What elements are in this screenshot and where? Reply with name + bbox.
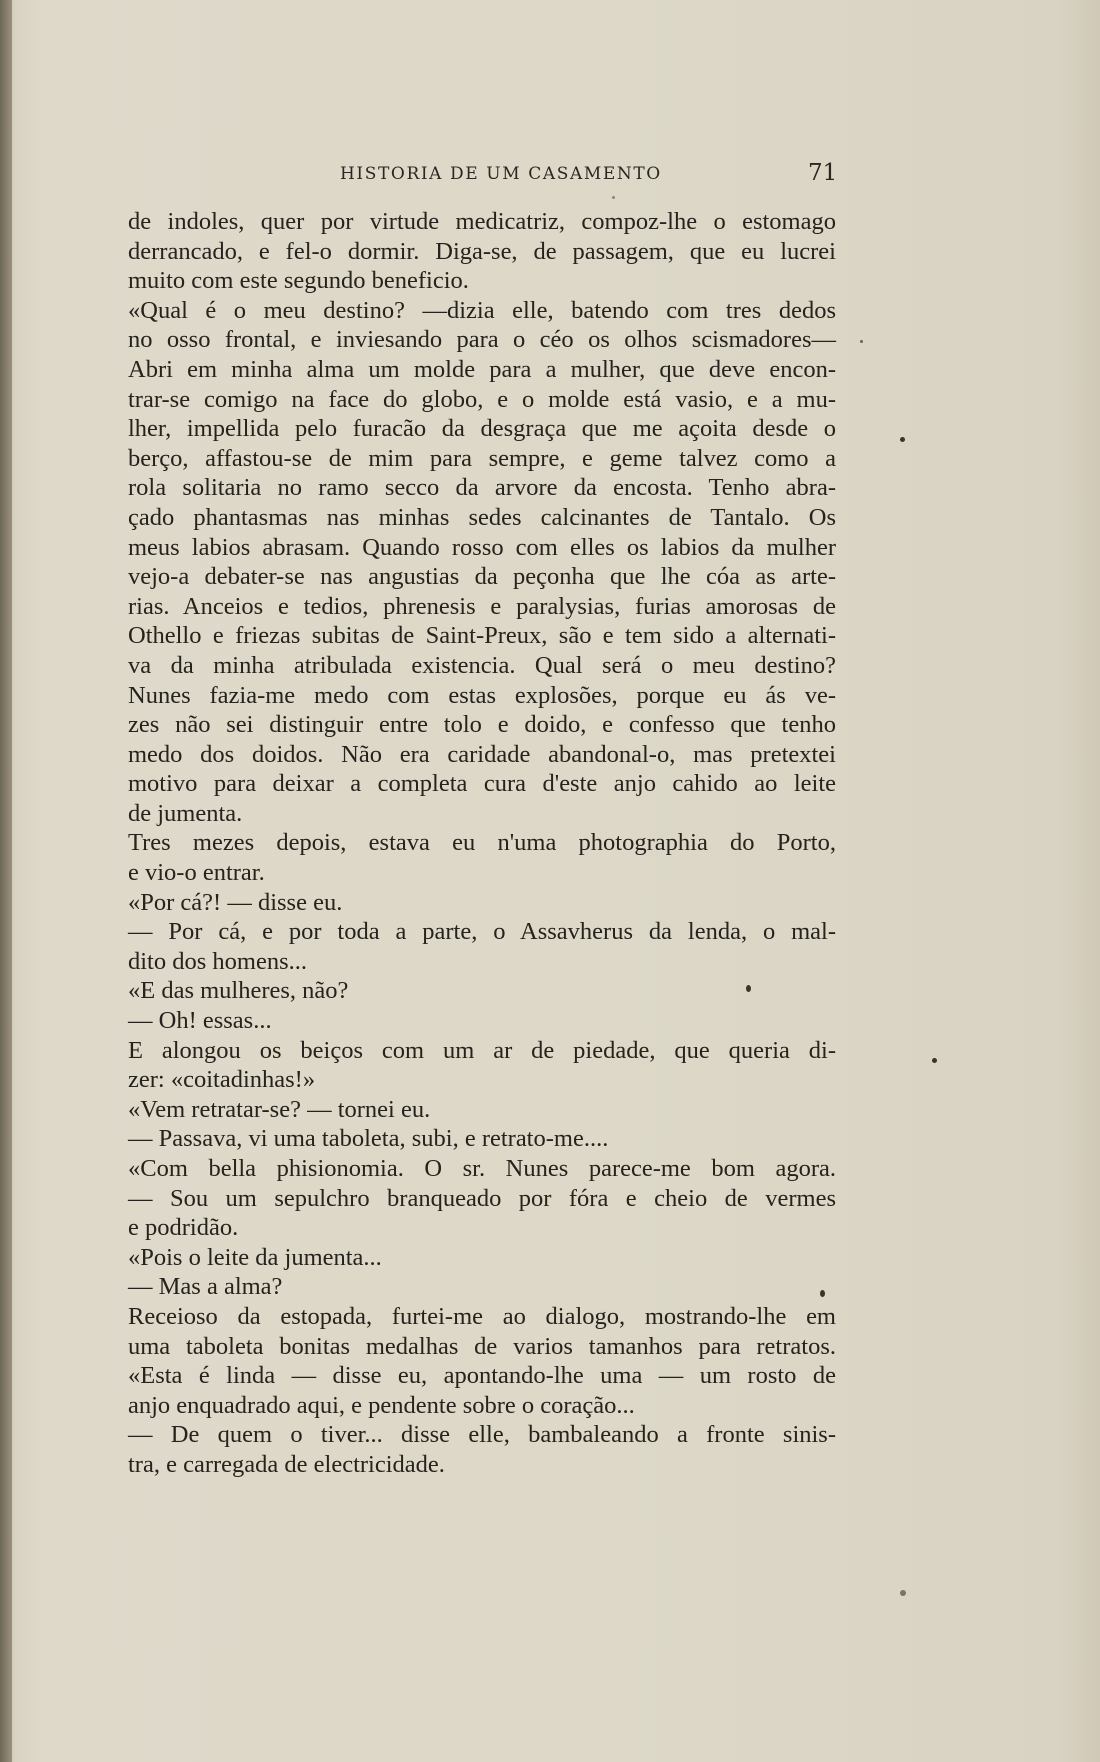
- text-line: «Vem retratar-se? — tornei eu.: [128, 1095, 431, 1123]
- foxing-speck: [746, 985, 751, 992]
- text-line: medo dos doidos. Não era caridade abandonal-o, mas pretextei: [128, 740, 836, 768]
- foxing-speck: [860, 340, 863, 343]
- text-line: de indoles, quer por virtude medicatriz, compoz-lhe o estomago: [128, 208, 836, 235]
- foxing-speck: [900, 437, 905, 442]
- text-line: trar-se comigo na face do globo, e o molde está vasio, e a mu-: [128, 385, 836, 413]
- text-line: no osso frontal, e inviesando para o céo os olhos scismadores—: [128, 326, 836, 354]
- text-line: Tres mezes depois, estava eu n'uma photographia do Porto,: [128, 829, 836, 857]
- text-line: vejo-a debater-se nas angustias da peçonha que lhe cóa as arte-: [128, 563, 836, 591]
- text-line: — De quem o tiver... disse elle, bambaleando a fronte sinis-: [128, 1421, 836, 1449]
- text-line: rias. Anceios e tedios, phrenesis e paralysias, furias amorosas de: [128, 592, 836, 620]
- text-line: «E das mulheres, não?: [128, 977, 349, 1005]
- text-line: «Pois o leite da jumenta...: [128, 1243, 382, 1271]
- body-text: [128, 207, 836, 1480]
- text-line: va da minha atribulada existencia. Qual será o meu destino?: [128, 651, 836, 679]
- text-line: Othello e friezas subitas de Saint-Preux, são e tem sido a alternati-: [128, 622, 836, 650]
- text-line: «Por cá?! — disse eu.: [128, 888, 343, 916]
- text-line: uma taboleta bonitas medalhas de varios tamanhos para retratos.: [128, 1332, 836, 1360]
- text-line: lher, impellida pelo furacão da desgraça que me açoita desde o: [128, 415, 836, 443]
- text-line: Abri em minha alma um molde para a mulher, que deve encon-: [128, 355, 836, 383]
- text-line: E alongou os beiços com um ar de piedade, que queria di-: [128, 1036, 836, 1064]
- text-line: derrancado, e fel-o dormir. Diga-se, de passagem, que eu lucrei: [128, 237, 836, 265]
- text-line: «Com bella phisionomia. O sr. Nunes parece-me bom agora.: [128, 1155, 836, 1182]
- foxing-speck: [820, 1290, 825, 1297]
- text-line: muito com este segundo beneficio.: [128, 267, 469, 295]
- text-line: anjo enquadrado aqui, e pendente sobre o coração...: [128, 1391, 635, 1419]
- text-line: dito dos homens...: [128, 947, 307, 975]
- text-line: rola solitaria no ramo secco da arvore da encosta. Tenho abra-: [128, 474, 836, 502]
- text-line: — Mas a alma?: [128, 1273, 283, 1301]
- text-line: e vio-o entrar.: [128, 859, 265, 887]
- page-number: 71: [808, 160, 838, 186]
- binding-shadow: [0, 0, 12, 1762]
- text-line: — Por cá, e por toda a parte, o Assavherus da lenda, o mal-: [128, 918, 836, 946]
- text-line: «Qual é o meu destino? —dizia elle, batendo com tres dedos: [128, 296, 836, 324]
- text-line: — Passava, vi uma taboleta, subi, e retrato-me....: [128, 1125, 609, 1153]
- text-line: çado phantasmas nas minhas sedes calcinantes de Tantalo. Os: [128, 503, 836, 531]
- text-line: meus labios abrasam. Quando rosso com elles os labios da mulher: [128, 533, 836, 561]
- text-line: «Esta é linda — disse eu, apontando-lhe uma — um rosto de: [128, 1362, 836, 1390]
- text-line: Receioso da estopada, furtei-me ao dialogo, mostrando-lhe em: [128, 1302, 836, 1330]
- text-line: Nunes fazia-me medo com estas explosões, porque eu ás ve-: [128, 681, 836, 709]
- text-line: e podridão.: [128, 1214, 239, 1242]
- text-line: berço, affastou-se de mim para sempre, e geme talvez como a: [128, 444, 836, 472]
- foxing-speck: [932, 1058, 937, 1063]
- text-line: — Sou um sepulchro branqueado por fóra e cheio de vermes: [128, 1184, 836, 1212]
- foxing-speck: [900, 1590, 906, 1596]
- running-head: HISTORIA DE UM CASAMENTO: [340, 164, 662, 184]
- foxing-speck: [612, 196, 615, 199]
- text-line: — Oh! essas...: [128, 1007, 272, 1035]
- text-line: zer: «coitadinhas!»: [128, 1066, 316, 1094]
- text-line: motivo para deixar a completa cura d'este anjo cahido ao leite: [128, 770, 836, 798]
- text-line: tra, e carregada de electricidade.: [128, 1450, 445, 1478]
- text-line: zes não sei distinguir entre tolo e doido, e confesso que tenho: [128, 711, 836, 739]
- text-line: de jumenta.: [128, 799, 243, 827]
